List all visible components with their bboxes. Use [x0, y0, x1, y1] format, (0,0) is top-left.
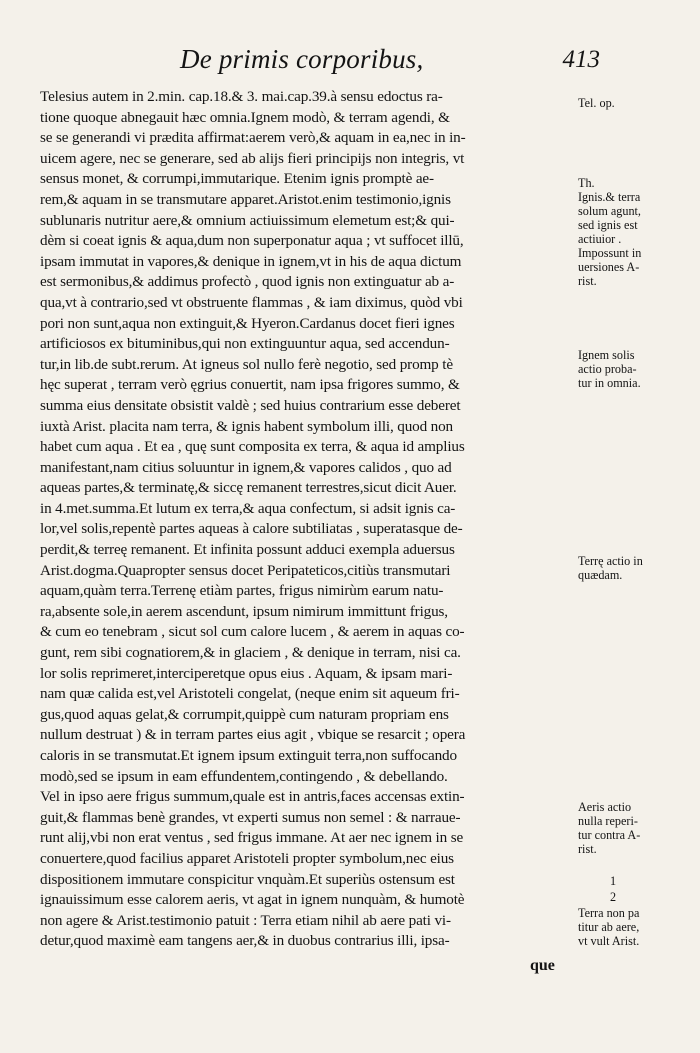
text-line: guit,& flammas benè grandes, vt experti sumus non semel : & narraue-: [40, 808, 461, 826]
text-line: lor,vel solis,repentè partes aqueas à calore subtiliatas , superatasque de-: [40, 520, 463, 538]
text-line: aqueas partes,& terminatę,& siccę remanent terrestres,sicut dicit Auer.: [40, 479, 457, 497]
text-line: pori non sunt,aqua non extinguit,& Hyeron.Cardanus docet fieri ignes: [40, 314, 455, 332]
margin-note-number-2: [578, 890, 700, 904]
margin-note-line: Terra non pa: [578, 906, 640, 920]
text-line: sublunaris nutritur aere,& omnium actiuissimum elemetum est;& qui-: [40, 211, 455, 229]
text-line: Vel in ipso aere frigus summum,quale est in antris,faces accensas extin-: [40, 788, 465, 806]
text-line: manifestant,nam citius soluuntur in ignem,& vapores calidos , quo ad: [40, 458, 452, 476]
margin-note-line: vt vult Arist.: [578, 934, 640, 948]
text-line: dèm si coeat ignis & aqua,dum non superponatur aqua ; vt suffocet illū,: [40, 232, 464, 250]
text-line: detur,quod maximè eam tangens aer,& in duobus contrarius illi, ipsa-: [40, 932, 450, 950]
text-line: uicem agere, nec se generare, sed ab alijs fieri principijs non integris, vt: [40, 149, 465, 167]
text-line: tione quoque abnegauit hæc omnia.Ignem modò, & terram agendi, &: [40, 108, 450, 126]
text-line: lor solis reprimeret,interciperetque opus eius . Aquam, & ipsam mari-: [40, 664, 453, 682]
text-line: nullum destruat ) & in terram partes eius agit , vbique se resarcit ; opera: [40, 726, 466, 744]
text-line: non agere & Arist.testimonio patuit : Terra etiam nihil ab aere pati vi-: [40, 911, 451, 929]
text-line: Telesius autem in 2.min. cap.18.& 3. mai.cap.39.à sensu edoctus ra-: [40, 88, 443, 105]
margin-note-ignem-solis: [578, 348, 696, 390]
text-line: artificiosos ex bituminibus,qui non extinguuntur aqua, sed accendun-: [40, 335, 450, 353]
margin-note-line: Ignem solis: [578, 348, 635, 362]
margin-note-line: quædam.: [578, 568, 623, 582]
page-header: [40, 44, 600, 84]
margin-note-line: sed ignis est: [578, 218, 638, 232]
margin-note-number-1: [578, 874, 700, 888]
margin-note-line: tur contra A-: [578, 828, 641, 842]
margin-note-line: actio proba-: [578, 362, 637, 376]
text-line: caloris in se transmutat.Et ignem ipsum extinguit terra,non suffocando: [40, 747, 457, 764]
margin-note-line: Terrę actio in: [578, 554, 643, 568]
margin-note-line: uersiones A-: [578, 260, 640, 274]
margin-note-line: 2: [610, 890, 617, 904]
text-line: est sermonibus,& addimus profectò , quod ignis non extinguatur ab a-: [40, 273, 455, 291]
text-line: conuertere,quod facilius apparet Aristoteli propter symbolum,nec eius: [40, 849, 454, 867]
body-text: [40, 87, 572, 952]
text-line: ignauissimum esse calorem aeris, vt agat in ignem nunquàm, & humotè: [40, 891, 465, 909]
text-line: & cum eo tenebram , sicut sol cum calore lucem , & aerem in aquas co-: [40, 623, 465, 641]
margin-note-line: 1: [610, 874, 617, 888]
margin-note-line: Ignis.& terra: [578, 190, 641, 204]
margin-note-tel-op: [578, 96, 696, 110]
margin-note-line: Th.: [578, 176, 595, 190]
margin-note-line: Impossunt in: [578, 246, 642, 260]
text-line: in 4.met.summa.Et lutum ex terra,& aqua confectum, si adsit ignis ca-: [40, 499, 456, 517]
text-line: habet cum aqua . Et ea , quę sunt composita ex terra, & aqua id amplius: [40, 438, 465, 456]
margin-note-line: rist.: [578, 274, 597, 288]
text-line: hęc superat , terram verò ęgrius conuertit, nam ipsa frigores summo, &: [40, 376, 460, 394]
margin-note-line: Aeris actio: [578, 800, 632, 814]
margin-note-aeris-actio: [578, 800, 696, 856]
text-line: summa eius densitate obsistit valdè ; sed huius contrarium esse deberet: [40, 396, 461, 414]
text-line: se se generandi vi prædita affirmat:aerem verò,& aquam in ea,nec in in-: [40, 129, 466, 147]
text-line: gus,quod aquas gelat,& corrumpit,quippè cum naturam propriam ens: [40, 705, 449, 723]
text-line: rem,& aquam in se transmutare apparet.Aristot.enim testimonio,ignis: [40, 190, 451, 208]
text-line: nam quæ calida est,vel Aristoteli congelat, (neque enim sit aqueum fri-: [40, 685, 460, 703]
margin-note-th: [578, 176, 696, 288]
text-line: modò,sed se ipsum in eam effundentem,contingendo , & debellando.: [40, 767, 448, 785]
margin-note-line: titur ab aere,: [578, 920, 640, 934]
margin-note-line: actiuior .: [578, 232, 622, 246]
text-line: qua,vt à contrario,sed vt obstruente flammas , & iam diximus, quòd vbi: [40, 293, 463, 311]
catchword: que: [530, 957, 555, 974]
margin-note-line: tur in omnia.: [578, 376, 641, 390]
text-line: gunt, rem sibi cognatiorem,& in glaciem , & denique in terram, nisi ca.: [40, 644, 461, 662]
text-line: iuxtà Arist. placita nam terra, & ignis habent symbolum illi, quod non: [40, 417, 453, 435]
margin-note-line: nulla reperi-: [578, 814, 638, 828]
text-line: runt alij,vbi non erat ventus , sed frigus immane. At aer nec ignem in se: [40, 829, 464, 847]
text-line: ipsam immutat in vapores,& denique in ignem,vt in his de aqua dictum: [40, 252, 462, 270]
text-line: Arist.dogma.Quapropter sensus docet Peripateticos,citiùs transmutari: [40, 561, 451, 579]
margin-note-line: rist.: [578, 842, 597, 856]
margin-note-line: solum agunt,: [578, 204, 641, 218]
text-line: tur,in lib.de subt.rerum. At igneus sol nullo ferè negotio, sed promp tè: [40, 355, 453, 373]
margin-note-line: Tel. op.: [578, 96, 615, 110]
text-line: ra,absente sole,in aerem ascendunt, ipsum nimirum immittunt frigus,: [40, 602, 448, 620]
text-line: aquam,quàm terra.Terrenę etiàm partes, frigus nimirùm earum natu-: [40, 582, 444, 600]
margin-note-terra-non: [578, 906, 696, 948]
page-number: 413: [562, 46, 600, 73]
text-line: sensus monet, & corrumpi,immutarique. Etenim ignis promptè ae-: [40, 170, 434, 188]
text-line: dispositionem immutare conspicitur vnquàm.Et superiùs ostensum est: [40, 870, 455, 888]
text-line: perdit,& terreę remanent. Et infinita possunt adduci exempla aduersus: [40, 541, 455, 559]
margin-note-terre-actio: [578, 554, 696, 582]
running-title: De primis corporibus,: [180, 44, 424, 74]
